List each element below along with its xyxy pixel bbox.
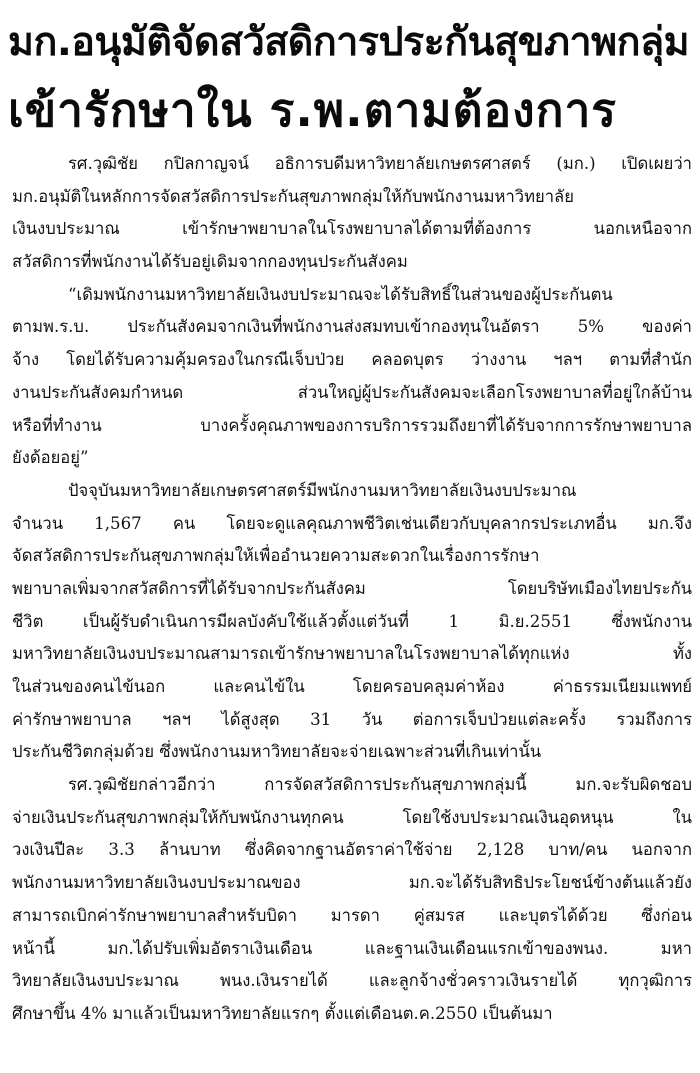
article-line: ตามพ.ร.บ. ประกันสังคมจากเงินที่พนักงานส่งสมทบเข้ากองทุนในอัตรา 5% ของค่า xyxy=(12,317,692,337)
article-line: ศึกษาขึ้น 4% มาแล้วเป็นมหาวิทยาลัยแรกๆ ตั้งแต่เดือนต.ค.2550 เป็นต้นมา xyxy=(12,1003,553,1023)
article-line: งานประกันสังคมกำหนด ส่วนใหญ่ผู้ประกันสังคมจะเลือกโรงพยาบาลที่อยู่ใกล้บ้าน xyxy=(12,382,692,402)
article-line: จัดสวัสดิการประกันสุขภาพกลุ่มให้เพื่ออำนวยความสะดวกในเรื่องการรักษา xyxy=(12,546,540,566)
article-line: ในส่วนของคนไข้นอก และคนไข้ใน โดยครอบคลุมค่าห้อง ค่าธรรมเนียมแพทย์ xyxy=(12,677,692,696)
article-line: รศ.วุฒิชัยกล่าวอีกว่า การจัดสวัสดิการประกันสุขภาพกลุ่มนี้ มก.จะรับผิดชอบ xyxy=(68,775,692,795)
article-line: หรือที่ทำงาน บางครั้งคุณภาพของการบริการรวมถึงยาที่ได้รับจากการรักษาพยาบาล xyxy=(12,415,692,435)
article-line: ประกันชีวิตกลุ่มด้วย ซึ่งพนักงานมหาวิทยาลัยจะจ่ายเฉพาะส่วนที่เกินเท่านั้น xyxy=(12,742,542,762)
article-line: ปัจจุบันมหาวิทยาลัยเกษตรศาสตร์มีพนักงานมหาวิทยาลัยเงินงบประมาณ xyxy=(68,480,577,500)
article-line: สวัสดิการที่พนักงานได้รับอยู่เดิมจากกองทุนประกันสังคม xyxy=(12,252,408,272)
article-line: หน้านี้ มก.ได้ปรับเพิ่มอัตราเงินเดือน และฐานเงินเดือนแรกเข้าของพนง. มหา xyxy=(12,938,692,958)
article-line: พยาบาลเพิ่มจากสวัสดิการที่ได้รับจากประกันสังคม โดยบริษัทเมืองไทยประกัน xyxy=(12,578,692,598)
article-line: จำนวน 1,567 คน โดยจะดูแลคุณภาพชีวิตเช่นเดียวกับบุคลากรประเภทอื่น มก.จึง xyxy=(12,513,692,533)
article-line: มหาวิทยาลัยเงินงบประมาณสามารถเข้ารักษาพยาบาลในโรงพยาบาลได้ทุกแห่ง ทั้ง xyxy=(12,644,692,664)
article-line: ค่ารักษาพยาบาล ฯลฯ ได้สูงสุด 31 วัน ต่อการเจ็บป่วยแต่ละครั้ง รวมถึงการ xyxy=(12,709,692,729)
article-line: วงเงินปีละ 3.3 ล้านบาท ซึ่งคิดจากฐานอัตราค่าใช้จ่าย 2,128 บาท/คน นอกจาก xyxy=(12,840,692,860)
article-line: สามารถเบิกค่ารักษาพยาบาลสำหรับบิดา มารดา คู่สมรส และบุตรได้ด้วย ซึ่งก่อน xyxy=(12,905,692,925)
article-line: ชีวิต เป็นผู้รับดำเนินการมีผลบังคับใช้แล้วตั้งแต่วันที่ 1 มิ.ย.2551 ซึ่งพนักงาน xyxy=(12,611,692,631)
article-line: จ้าง โดยได้รับความคุ้มครองในกรณีเจ็บป่วย คลอดบุตร ว่างงาน ฯลฯ ตามที่สำนัก xyxy=(12,350,692,370)
article-line: “เดิมพนักงานมหาวิทยาลัยเงินงบประมาณจะได้รับสิทธิ์ในส่วนของผู้ประกันตน xyxy=(68,284,613,304)
article-line: พนักงานมหาวิทยาลัยเงินงบประมาณของ มก.จะได้รับสิทธิประโยชน์ข้างต้นแล้วยัง xyxy=(12,873,692,893)
article-line: ยังด้อยอยู่” xyxy=(12,448,89,468)
article-line: จ่ายเงินประกันสุขภาพกลุ่มให้กับพนักงานทุกคน โดยใช้งบประมาณเงินอุดหนุน ใน xyxy=(12,807,692,827)
article-line: วิทยาลัยเงินงบประมาณ พนง.เงินรายได้ และลูกจ้างชั่วคราวเงินรายได้ ทุกวุฒิการ xyxy=(12,971,692,991)
headline-line-1: มก.อนุมัติจัดสวัสดิการประกันสุขภาพกลุ่ม xyxy=(8,19,690,65)
article-line: มก.อนุมัติในหลักการจัดสวัสดิการประกันสุขภาพกลุ่มให้กับพนักงานมหาวิทยาลัย xyxy=(12,186,574,206)
article-line: รศ.วุฒิชัย กปิลกาญจน์ อธิการบดีมหาวิทยาลัยเกษตรศาสตร์ (มก.) เปิดเผยว่า xyxy=(68,154,692,173)
headline-line-2: เข้ารักษาใน ร.พ.ตามต้องการ xyxy=(8,83,617,137)
article-line: เงินงบประมาณ เข้ารักษาพยาบาลในโรงพยาบาลได้ตามที่ต้องการ นอกเหนือจาก xyxy=(12,219,692,239)
article-body xyxy=(12,148,692,1031)
